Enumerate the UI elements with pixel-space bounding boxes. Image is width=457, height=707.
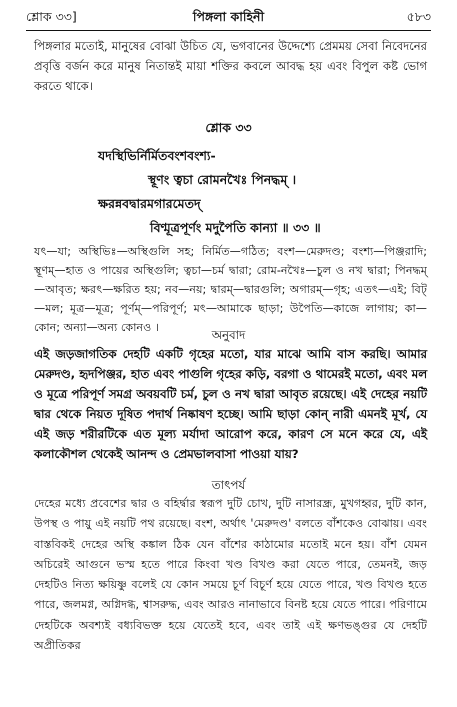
verse-heading: শ্লোক ৩৩ [205, 120, 252, 135]
header-verse-ref: শ্লোক ৩৩] [26, 9, 77, 24]
synonyms-text: যৎ—যা; অস্থিভিঃ—অস্থিগুলি সহ; নির্মিত—গঠিত; বংশ—মেরুদণ্ড; বংশ্য—পিঞ্জরাদি; স্থূণম্—হাত ও পায়ের অস্থিগুলি; ত্বচা—চর্ম দ্বারা; রোম-নখৈঃ—চুল ও নখ দ্বারা; পিনদ্ধম্—আবৃত; ক্ষরৎ—ক্ষরিত হয়; নব—নয়; দ্বারম্—দ্বারগুলি; অগারম্—গৃহ; এতৎ—এই; বিট্—মল; মূত্র—মূত্র; পূর্ণম্—পরিপূর্ণ; মৎ—আমাকে ছাড়া; উপৈতি—কাজে লাগায়; কা—কোন; অন্যা—অন্য কোনও । [34, 245, 427, 334]
purport-text: দেহের মধ্যে প্রবেশের দ্বার ও বহির্দ্বার স্বরূপ দুটি চোখ, দুটি নাসারন্ধ্র, মুখগহ্বর, দুটি কান, উপস্থ ও পায়ু এই নয়টি পথ রয়েছে। বংশ, অর্থাৎ 'মেরুদণ্ড' বলতে বাঁশকেও বোঝায়। এবং বাস্তবিকই দেহের অস্থি কঙ্কাল ঠিক যেন বাঁশের কাঠামোর মতোই মনে হয়। বাঁশ যেমন অচিরেই আগুনে ভস্ম হতে পারে কিংবা খণ্ড বিখণ্ড করা যেতে পারে, তেমনই, জড় দেহটিও নিত্য ক্ষয়িষ্ণু বলেই যে কোন সময়ে চূর্ণ বিচূর্ণ হয়ে যেতে পারে, খণ্ড বিখণ্ড হতে পারে, জলমগ্ন, অগ্নিদগ্ধ, শ্বাসরুদ্ধ, এবং আরও নানাভাবে বিনষ্ট হয়ে যেতে পারে। পরিণামে দেহটিকে অবশ্যই বধ্যবিভক্ত হয়ে যেতেই হবে, এবং তাই এই ক্ষণভঙ্গুর যে দেহটি অপ্রীতিকর [34, 497, 427, 653]
translation-heading: অনুবাদ [211, 328, 246, 342]
verse-line-3: ক্ষরন্নবদ্বারমগারমেতদ্ [98, 196, 201, 211]
page-header [26, 6, 431, 28]
header-chapter-title: পিঙ্গলা কাহিনী [192, 9, 265, 24]
verse-line-4: বিণ্মূত্রপূর্ণং মদুপৈতি কান্যা ॥ ৩৩ ॥ [150, 220, 321, 235]
purport-section [34, 494, 427, 656]
purport-heading: তাৎপর্য [211, 478, 246, 492]
translation-text: এই জড়জাগতিক দেহটি একটি গৃহের মতো, যার মাঝে আমি বাস করছি। আমার মেরুদণ্ড, হৃদপিঞ্জর, হাত এবং পাগুলি গৃহের কড়ি, বরগা ও থামেরই মতো, এবং মল ও মূত্রে পরিপূর্ণ সমগ্র অবয়বটি চর্ম, চুল ও নখ দ্বারা আবৃত রয়েছে। এই দেহের নয়টি দ্বার থেকে নিয়ত দূষিত পদার্থ নিষ্কাষণ হচ্ছে। আমি ছাড়া কোন্ নারী এমনই মূর্খ, যে এই জড় শরীরটিকে এত মূল্য মর্যাদা আরোপ করে, কারণ সে মনে করে যে, এই কলাকৌশল থেকেই আনন্দ ও প্রেমভালবাসা পাওয়া যায়? [34, 347, 427, 461]
header-divider [26, 30, 431, 31]
verse-block [98, 144, 417, 240]
intro-text: পিঙ্গলার মতোই, মানুষের বোঝা উচিত যে, ভগবানের উদ্দেশ্যে প্রেমময় সেবা নিবেদনের প্রবৃত্তি বর্জন করে মানুষ নিতান্তই মায়া শক্তির কবলে আবদ্ধ হয় এবং বিপুল কষ্ট ভোগ করতে থাকে। [34, 39, 427, 93]
header-page-number: ৫৮৩ [406, 9, 431, 24]
synonyms-section [34, 242, 427, 337]
intro-paragraph [34, 36, 427, 96]
verse-line-1: যদস্থিভির্নির্মিতবংশবংশ্য- [98, 148, 216, 163]
translation-section [34, 344, 427, 464]
verse-line-2: স্থূণং ত্বচা রোমনখৈঃ পিনদ্ধম্ । [148, 172, 297, 187]
